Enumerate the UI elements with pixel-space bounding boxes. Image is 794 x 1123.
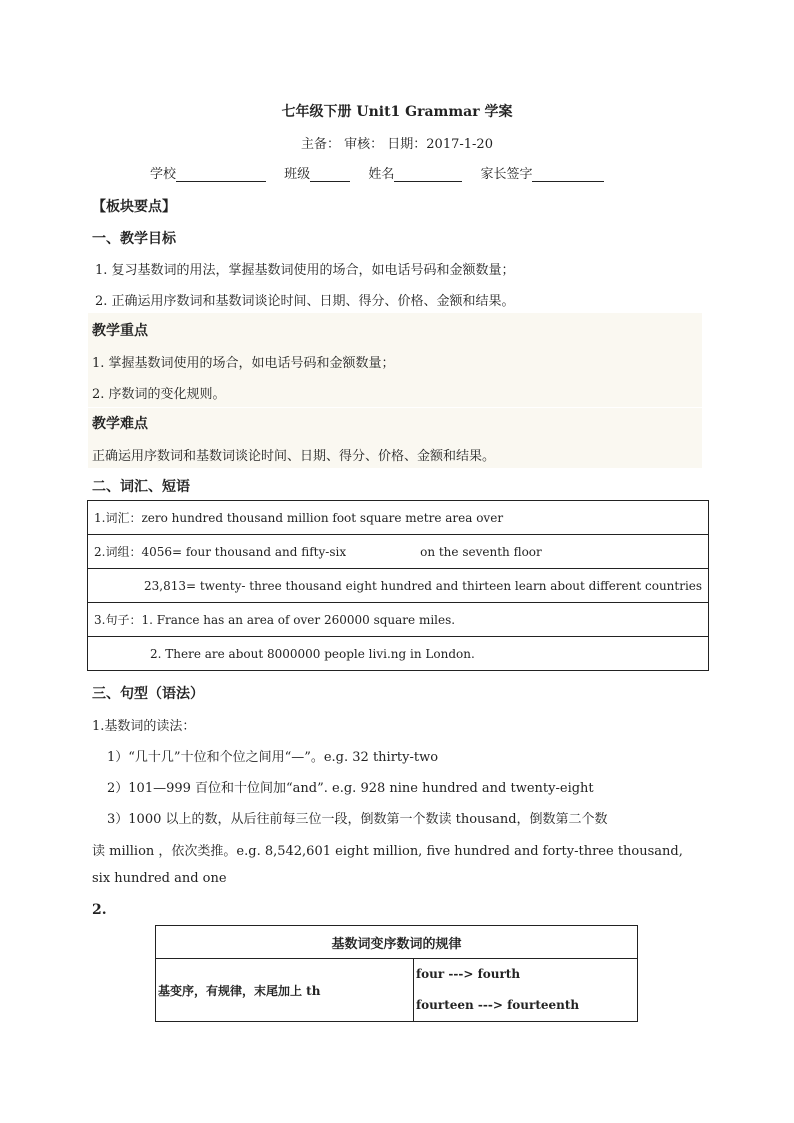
parent-signature-blank[interactable]: [532, 167, 604, 182]
school-blank[interactable]: [176, 167, 266, 182]
teaching-goals-heading: 一、教学目标: [92, 231, 176, 247]
key-point-1: 1. 掌握基数词使用的场合，如电话号码和金额数量；: [92, 356, 395, 371]
phrase-seventh-floor: on the seventh floor: [420, 545, 542, 559]
class-label: 班级: [284, 167, 311, 182]
vocab-table: [87, 500, 709, 671]
key-point-2: 2. 序数词的变化规则。: [92, 387, 226, 402]
difficult-point-1: 正确运用序数词和基数词谈论时间、日期、得分、价格、金额和结果。: [92, 449, 496, 464]
grammar-rule-3-line-2: 读 million ，依次类推。e.g. 8,542,601 eight million, five hundred and forty-three thousand,: [92, 844, 683, 859]
document-title: 七年级下册 Unit1 Grammar 学案: [281, 104, 513, 120]
table-row: [156, 926, 638, 959]
grammar-rule-1: 1）“几十几”十位和个位之间用“—”。e.g. 32 thirty-two: [107, 750, 439, 765]
key-points-heading: 教学重点: [92, 323, 148, 339]
ordinal-rule-table: [155, 925, 638, 1022]
rule-description-cell: 基变序，有规律，末尾加上 th: [156, 959, 414, 1022]
vocab-phrases-cell: [88, 535, 709, 569]
rule-table-header: 基数词变序数词的规律: [156, 926, 638, 959]
table-row: [88, 637, 709, 671]
table-row: [88, 569, 709, 603]
grammar-item-1-title: 1.基数词的读法：: [92, 719, 196, 734]
grammar-rule-2: 2）101—999 百位和十位间加“and”. e.g. 928 nine hundred and twenty-eight: [107, 781, 594, 796]
student-info-line: [150, 163, 618, 182]
phrase-4056: 2.词组：4056= four thousand and fifty-six: [94, 545, 347, 559]
table-row: [88, 501, 709, 535]
table-row: [156, 959, 638, 1022]
vocab-phrase-23813-cell: 23,813= twenty- three thousand eight hundred and thirteen learn about different countries: [88, 569, 709, 603]
rule-example-2: fourteen ---> fourteenth: [416, 998, 580, 1012]
goal-item-1: 1. 复习基数词的用法，掌握基数词使用的场合，如电话号码和金额数量；: [95, 263, 515, 278]
grammar-heading: 三、句型（语法）: [92, 686, 204, 702]
school-label: 学校: [150, 167, 177, 182]
vocab-sentence-1-cell: 3.句子：1. France has an area of over 260000 square miles.: [88, 603, 709, 637]
grammar-rule-3-line-3: six hundred and one: [92, 871, 227, 886]
vocab-words-cell: 1.词汇：zero hundred thousand million foot square metre area over: [88, 501, 709, 535]
module-points-heading: 【板块要点】: [92, 199, 176, 215]
goal-item-2: 2. 正确运用序数词和基数词谈论时间、日期、得分、价格、金额和结果。: [95, 294, 515, 309]
rule-example-1: four ---> fourth: [416, 967, 521, 981]
grammar-item-2-title: 2.: [92, 902, 107, 918]
name-blank[interactable]: [394, 167, 462, 182]
vocab-sentence-2-cell: 2. There are about 8000000 people livi.ng in London.: [88, 637, 709, 671]
table-row: [88, 603, 709, 637]
vocab-heading: 二、词汇、短语: [92, 479, 190, 495]
document-meta: 主备： 审核： 日期：2017-1-20: [301, 137, 493, 152]
difficult-points-heading: 教学难点: [92, 416, 148, 432]
rule-examples-cell: [414, 959, 638, 1022]
class-blank[interactable]: [310, 167, 350, 182]
grammar-rule-3-line-1: 3）1000 以上的数，从后往前每三位一段，倒数第一个数读 thousand，倒数第二个数: [107, 812, 608, 827]
name-label: 姓名: [368, 167, 395, 182]
table-row: [88, 535, 709, 569]
parent-signature-label: 家长签字: [480, 167, 533, 182]
